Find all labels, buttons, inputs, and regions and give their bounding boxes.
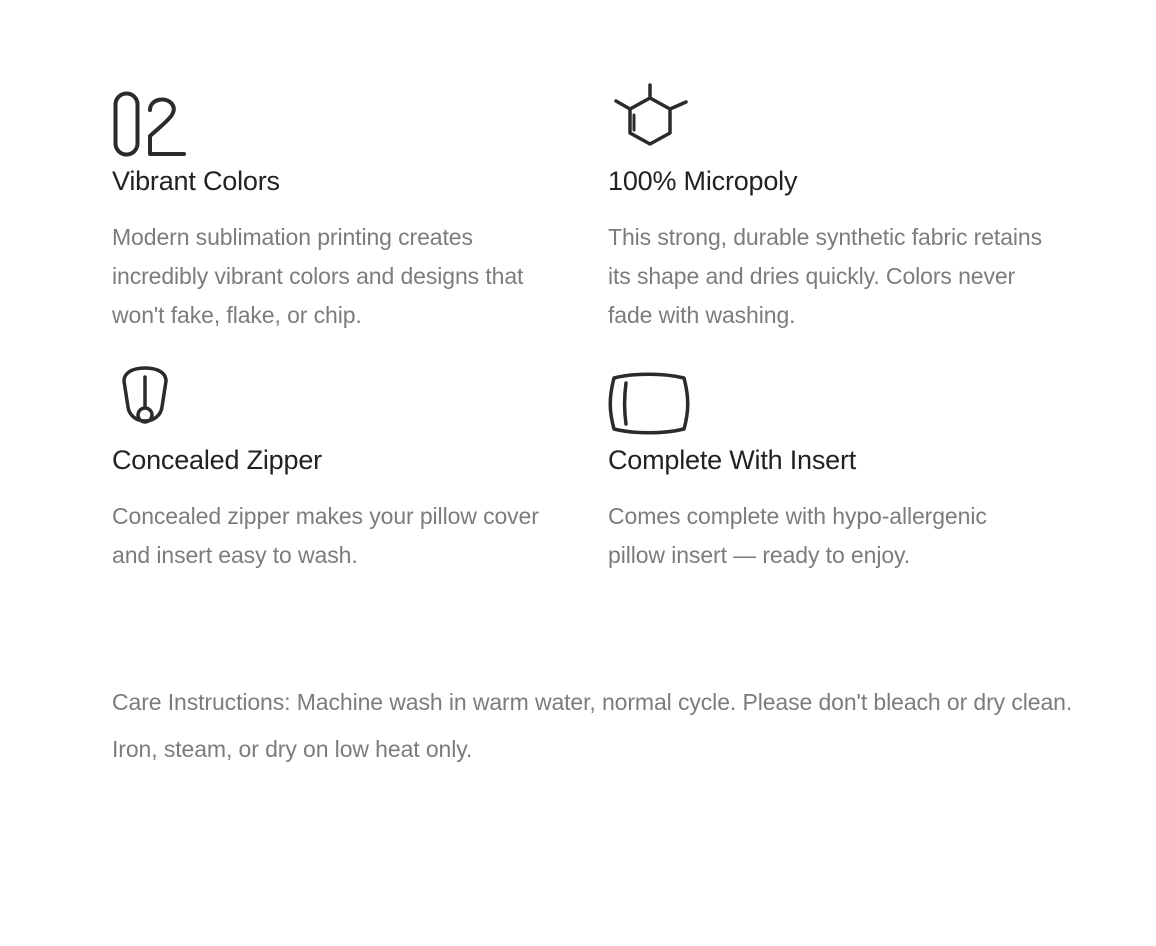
- feature-title: Complete With Insert: [608, 445, 857, 475]
- feature-body: Comes complete with hypo-allergenic pillow insert — ready to enjoy.: [608, 503, 987, 568]
- feature-body: This strong, durable synthetic fabric retains its shape and dries quickly. Colors never fade with washing.: [608, 224, 1042, 328]
- zipper-pull-icon: [112, 353, 550, 437]
- care-instructions: Care Instructions: Machine wash in warm water, normal cycle. Please don't bleach or dry clean. Iron, steam, or dry on low heat only.: [112, 689, 1073, 762]
- features-grid: [112, 72, 1100, 593]
- feature-title: Vibrant Colors: [112, 166, 280, 196]
- feature-item-vibrant-colors: [112, 72, 608, 353]
- feature-body: Concealed zipper makes your pillow cover and insert easy to wash.: [112, 503, 539, 568]
- feature-item-complete-with-insert: [608, 353, 1104, 593]
- feature-item-concealed-zipper: [112, 353, 608, 593]
- feature-title: 100% Micropoly: [608, 166, 798, 196]
- pillow-icon: [608, 353, 1046, 437]
- feature-body: Modern sublimation printing creates incredibly vibrant colors and designs that won't fake, flake, or chip.: [112, 224, 524, 328]
- fabric-swatch-icon: [112, 72, 550, 158]
- molecule-icon: [608, 72, 1046, 158]
- feature-title: Concealed Zipper: [112, 445, 322, 475]
- feature-item-micropoly: [608, 72, 1104, 353]
